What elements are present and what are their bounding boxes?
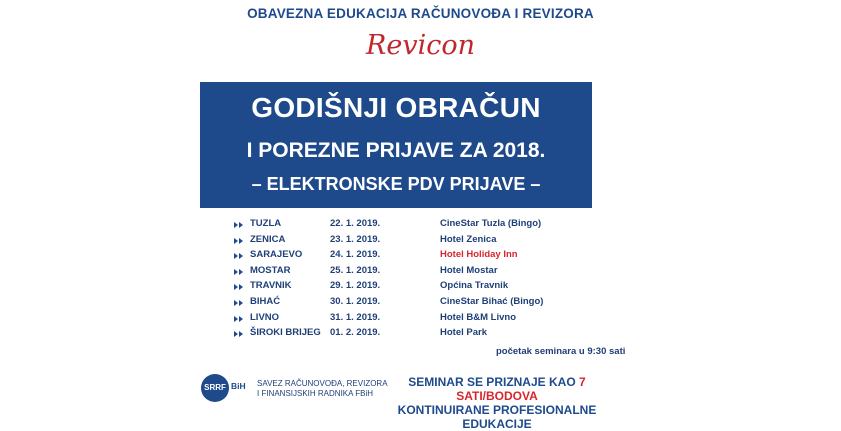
schedule-venue: CineStar Bihać (Bingo)	[440, 295, 544, 307]
start-time-note: početak seminara u 9:30 sati	[496, 346, 626, 357]
banner-line-1: GODIŠNJI OBRAČUN	[251, 92, 541, 123]
schedule-table	[233, 218, 613, 343]
schedule-row	[233, 218, 613, 234]
seminar-line-1	[382, 375, 612, 403]
schedule-venue: Hotel B&M Livno	[440, 311, 516, 323]
schedule-date: 29. 1. 2019.	[330, 280, 381, 292]
seminar-text: SEMINAR SE PRIZNAJE KAO	[408, 375, 579, 389]
banner-line-2: I POREZNE PRIJAVE ZA 2018.	[246, 139, 546, 162]
double-arrow-icon	[233, 329, 247, 339]
double-arrow-icon	[233, 298, 247, 308]
schedule-date: 31. 1. 2019.	[330, 311, 381, 323]
schedule-venue: CineStar Tuzla (Bingo)	[440, 218, 542, 229]
schedule-row	[233, 327, 613, 343]
schedule-row	[233, 265, 613, 281]
double-arrow-icon	[233, 220, 247, 230]
schedule-date: 23. 1. 2019.	[330, 233, 381, 245]
schedule-venue: Hotel Mostar	[440, 264, 498, 276]
schedule-venue: Općina Travnik	[440, 280, 509, 292]
schedule-venue: Hotel Zenica	[440, 233, 497, 245]
schedule-city: TUZLA	[250, 218, 282, 229]
schedule-row	[233, 249, 613, 265]
schedule-city: SARAJEVO	[250, 249, 303, 261]
page-header-title: OBAVEZNA EDUKACIJA RAČUNOVOĐA I REVIZORA	[247, 6, 594, 21]
seminar-credits: 7 SATI/BODOVA	[456, 375, 586, 403]
schedule-row	[233, 234, 613, 250]
schedule-city: ZENICA	[250, 233, 286, 245]
srrf-logo: SRRF	[201, 374, 229, 402]
schedule-venue: Hotel Park	[440, 327, 487, 339]
schedule-city: TRAVNIK	[250, 280, 292, 292]
schedule-row	[233, 280, 613, 296]
schedule-city: MOSTAR	[250, 264, 291, 276]
double-arrow-icon	[233, 314, 247, 324]
srrf-logo-suffix: BiH	[231, 381, 246, 391]
schedule-venue: Hotel Holiday Inn	[440, 249, 518, 261]
banner-line-3: – ELEKTRONSKE PDV PRIJAVE –	[251, 174, 541, 194]
seminar-line-2: KONTINUIRANE PROFESIONALNE EDUKACIJE	[397, 403, 597, 431]
schedule-row	[233, 296, 613, 312]
schedule-date: 01. 2. 2019.	[330, 327, 381, 339]
schedule-date: 24. 1. 2019.	[330, 249, 381, 261]
schedule-city: LIVNO	[250, 311, 280, 323]
revicon-logo: Revicon	[366, 30, 475, 61]
schedule-city: ŠIROKI BRIJEG	[250, 327, 321, 339]
schedule-date: 30. 1. 2019.	[330, 295, 381, 307]
schedule-city: BIHAĆ	[250, 295, 281, 307]
double-arrow-icon	[233, 251, 247, 261]
organization-line-1: SAVEZ RAČUNOVOĐA, REVIZORA	[257, 379, 388, 388]
double-arrow-icon	[233, 282, 247, 292]
schedule-date: 22. 1. 2019.	[330, 218, 381, 229]
double-arrow-icon	[233, 267, 247, 277]
seminar-credit-note	[382, 375, 612, 431]
organization-line-2: I FINANSIJSKIH RADNIKA FBiH	[257, 389, 374, 398]
organization-name	[257, 379, 388, 399]
schedule-row	[233, 312, 613, 328]
double-arrow-icon	[233, 236, 247, 246]
title-banner	[200, 82, 592, 208]
schedule-date: 25. 1. 2019.	[330, 264, 381, 276]
